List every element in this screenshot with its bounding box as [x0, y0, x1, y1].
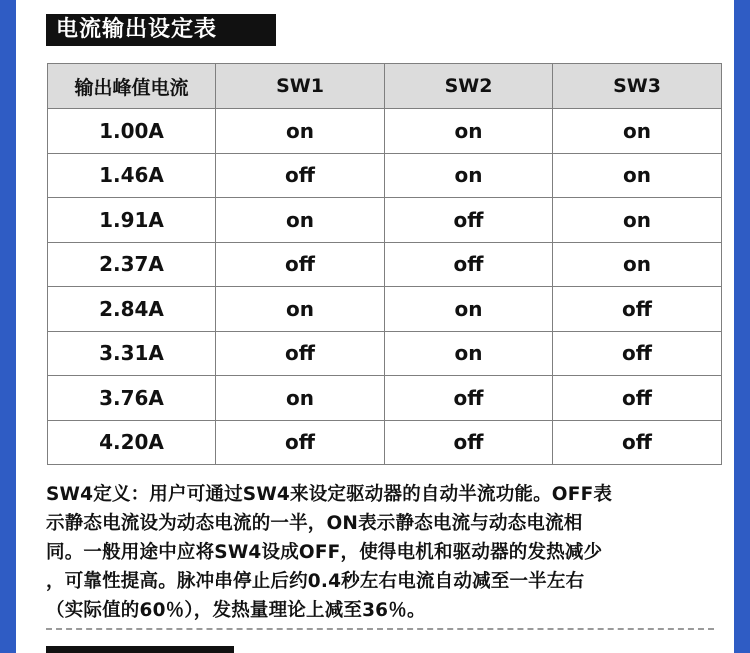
cell-sw1: off: [216, 420, 385, 465]
cell-sw1: on: [216, 198, 385, 243]
description-line: （实际值的60％），发热量理论上减至36％。: [46, 600, 426, 621]
cell-sw2: on: [385, 153, 553, 198]
cell-current: 3.31A: [48, 331, 216, 376]
header-peak-current: 输出峰值电流: [48, 64, 216, 109]
cell-sw3: on: [553, 198, 722, 243]
table-row: [48, 198, 722, 243]
cell-sw3: off: [553, 376, 722, 421]
header-sw2: SW2: [385, 64, 553, 109]
cell-sw1: off: [216, 153, 385, 198]
table-row: [48, 109, 722, 154]
cell-sw3: on: [553, 153, 722, 198]
cell-current: 2.37A: [48, 242, 216, 287]
description-line: 同。一般用途中应将SW4设成OFF，使得电机和驱动器的发热减少: [46, 542, 603, 563]
table-row: [48, 287, 722, 332]
cell-sw1: on: [216, 287, 385, 332]
cell-current: 1.46A: [48, 153, 216, 198]
cell-sw2: off: [385, 198, 553, 243]
table-row: [48, 242, 722, 287]
description-line: ，可靠性提高。脉冲串停止后约0.4秒左右电流自动减至一半左右: [46, 571, 585, 592]
cell-sw2: off: [385, 376, 553, 421]
cell-sw3: off: [553, 287, 722, 332]
table-row: [48, 420, 722, 465]
cell-sw1: off: [216, 331, 385, 376]
cell-sw1: on: [216, 109, 385, 154]
description-line: SW4定义：用户可通过SW4来设定驱动器的自动半流功能。OFF表: [46, 484, 613, 505]
header-sw3: SW3: [553, 64, 722, 109]
cell-sw1: on: [216, 376, 385, 421]
header-sw1: SW1: [216, 64, 385, 109]
spec-page: [16, 0, 734, 653]
cell-sw3: off: [553, 331, 722, 376]
cell-current: 3.76A: [48, 376, 216, 421]
dashed-divider: [46, 628, 714, 630]
table-header-row: [48, 64, 722, 109]
cell-sw3: on: [553, 109, 722, 154]
cell-current: 2.84A: [48, 287, 216, 332]
table-row: [48, 376, 722, 421]
page-title: 电流输出设定表: [46, 14, 276, 46]
cell-current: 1.91A: [48, 198, 216, 243]
cell-sw3: off: [553, 420, 722, 465]
cell-sw2: on: [385, 287, 553, 332]
table-row: [48, 153, 722, 198]
next-section-title-bar: [46, 646, 234, 653]
current-setting-table: [47, 63, 722, 465]
cell-sw3: on: [553, 242, 722, 287]
cell-current: 4.20A: [48, 420, 216, 465]
description-line: 示静态电流设为动态电流的一半，ON表示静态电流与动态电流相: [46, 513, 583, 534]
cell-sw2: on: [385, 109, 553, 154]
cell-sw2: on: [385, 331, 553, 376]
cell-sw1: off: [216, 242, 385, 287]
cell-sw2: off: [385, 420, 553, 465]
sw4-description: [46, 480, 736, 625]
table-row: [48, 331, 722, 376]
cell-sw2: off: [385, 242, 553, 287]
cell-current: 1.00A: [48, 109, 216, 154]
